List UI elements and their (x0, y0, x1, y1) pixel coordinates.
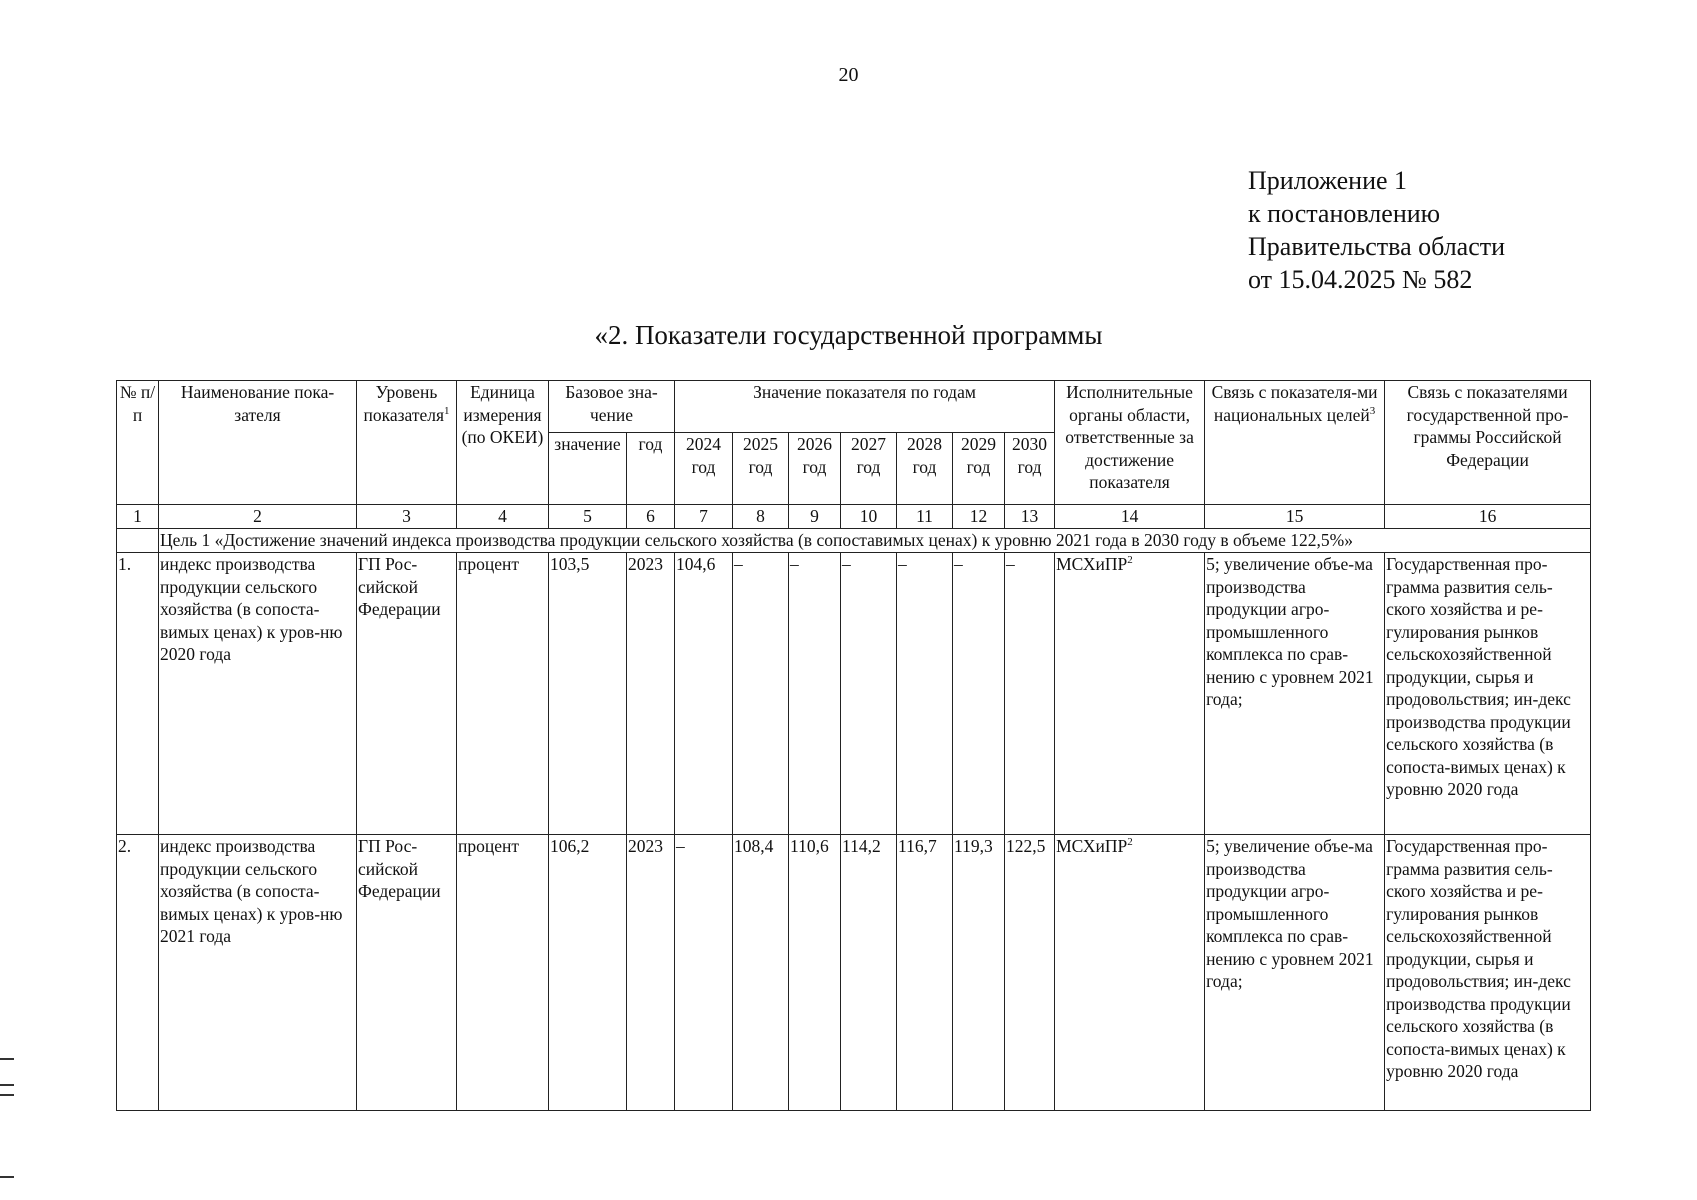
row-national: 5; увеличение объе-ма производства продукции агро-промышленного комплекса по срав-нению с уровнем 2021 года; (1205, 835, 1385, 1111)
row-executive (1055, 553, 1205, 835)
document-title: «2. Показатели государственной программы (594, 320, 1103, 350)
row-program: Государственная про-грамма развития сель-ского хозяйства и ре-гулирования рынков сельскохозяйственной продукции, сырья и продовольствия; ин-декс производства продукции сельского хозяйства (в сопоста-вимых ценах) к уровню 2020 года (1385, 835, 1591, 1111)
row-value-2028: – (897, 553, 953, 835)
header-year-2025: 2025 год (733, 433, 789, 505)
column-number: 13 (1005, 505, 1055, 529)
column-number: 7 (675, 505, 733, 529)
appendix-line-1: Приложение 1 (1248, 166, 1408, 195)
header-year-2030: 2030 год (1005, 433, 1055, 505)
goal-num-cell (117, 529, 159, 553)
row-unit: процент (457, 553, 549, 835)
table-row (117, 553, 1591, 835)
row-value-2026: – (789, 553, 841, 835)
column-number: 1 (117, 505, 159, 529)
goal-row (117, 529, 1591, 553)
row-national: 5; увеличение объе-ма производства продукции агро-промышленного комплекса по срав-нению с уровнем 2021 года; (1205, 553, 1385, 835)
header-level-footnote: 1 (444, 404, 450, 417)
column-number: 2 (159, 505, 357, 529)
margin-mark (0, 1058, 14, 1060)
row-name: индекс производства продукции сельского хозяйства (в сопоста-вимых ценах) к уров-ню 2021 года (159, 835, 357, 1111)
header-program: Связь с показателями государственной про-граммы Российской Федерации (1385, 381, 1591, 505)
table-row (117, 835, 1591, 1111)
row-level: ГП Рос-сийской Федерации (357, 835, 457, 1111)
row-value-2024: – (675, 835, 733, 1111)
row-level: ГП Рос-сийской Федерации (357, 553, 457, 835)
row-value-2026: 110,6 (789, 835, 841, 1111)
header-year-2028: 2028 год (897, 433, 953, 505)
row-value-2029: – (953, 553, 1005, 835)
margin-mark (0, 1176, 14, 1178)
row-value-2027: – (841, 553, 897, 835)
column-number: 3 (357, 505, 457, 529)
header-base-value: значение (549, 433, 627, 505)
header-year-2027: 2027 год (841, 433, 897, 505)
appendix-line-4: от 15.04.2025 № 582 (1248, 265, 1473, 294)
column-number: 12 (953, 505, 1005, 529)
header-national (1205, 381, 1385, 505)
row-value-2027: 114,2 (841, 835, 897, 1111)
header-level-text: Уровень показателя (363, 382, 445, 425)
row-base-value: 106,2 (549, 835, 627, 1111)
column-number: 8 (733, 505, 789, 529)
column-number: 10 (841, 505, 897, 529)
column-number-row (117, 505, 1591, 529)
header-executive: Исполнительные органы области, ответственные за достижение показателя (1055, 381, 1205, 505)
row-executive-text: МСХиПР (1056, 554, 1128, 574)
header-national-text: Связь с показателя-ми национальных целей (1211, 382, 1378, 425)
header-num: № п/п (117, 381, 159, 505)
indicators-table (116, 380, 1591, 1111)
header-name: Наименование пока-зателя (159, 381, 357, 505)
column-number: 15 (1205, 505, 1385, 529)
column-number: 11 (897, 505, 953, 529)
row-value-2025: – (733, 553, 789, 835)
header-year-2026: 2026 год (789, 433, 841, 505)
row-value-2028: 116,7 (897, 835, 953, 1111)
appendix-line-2: к постановлению (1248, 199, 1441, 228)
column-number: 5 (549, 505, 627, 529)
header-unit: Единица измерения (по ОКЕИ) (457, 381, 549, 505)
column-number: 14 (1055, 505, 1205, 529)
header-year-2029: 2029 год (953, 433, 1005, 505)
header-base: Базовое зна-чение (549, 381, 675, 433)
header-national-footnote: 3 (1369, 404, 1376, 417)
appendix-line-3: Правительства области (1248, 232, 1506, 261)
row-base-value: 103,5 (549, 553, 627, 835)
column-number: 9 (789, 505, 841, 529)
header-base-year: год (627, 433, 675, 505)
page-number: 20 (838, 64, 859, 86)
row-executive-footnote: 2 (1127, 836, 1133, 849)
header-row-1 (117, 381, 1591, 433)
appendix-block (1248, 164, 1505, 296)
row-value-2029: 119,3 (953, 835, 1005, 1111)
row-value-2030: – (1005, 553, 1055, 835)
row-value-2024: 104,6 (675, 553, 733, 835)
row-num: 2. (117, 835, 159, 1111)
column-number: 4 (457, 505, 549, 529)
row-executive (1055, 835, 1205, 1111)
header-year-2024: 2024 год (675, 433, 733, 505)
margin-mark (0, 1094, 14, 1096)
row-value-2030: 122,5 (1005, 835, 1055, 1111)
row-base-year: 2023 (627, 835, 675, 1111)
row-num: 1. (117, 553, 159, 835)
row-base-year: 2023 (627, 553, 675, 835)
row-name: индекс производства продукции сельского хозяйства (в сопоста-вимых ценах) к уров-ню 2020 года (159, 553, 357, 835)
header-years-group: Значение показателя по годам (675, 381, 1055, 433)
row-program: Государственная про-грамма развития сель-ского хозяйства и ре-гулирования рынков сельскохозяйственной продукции, сырья и продовольствия; ин-декс производства продукции сельского хозяйства (в сопоста-вимых ценах) к уровню 2020 года (1385, 553, 1591, 835)
row-value-2025: 108,4 (733, 835, 789, 1111)
goal-text: Цель 1 «Достижение значений индекса производства продукции сельского хозяйства (в сопоставимых ценах) к уровню 2021 года в 2030 году в объеме 122,5%» (159, 529, 1591, 553)
header-level (357, 381, 457, 505)
column-number: 16 (1385, 505, 1591, 529)
column-number: 6 (627, 505, 675, 529)
row-executive-footnote: 2 (1127, 554, 1133, 567)
margin-mark (0, 1084, 14, 1086)
row-unit: процент (457, 835, 549, 1111)
row-executive-text: МСХиПР (1056, 836, 1128, 856)
